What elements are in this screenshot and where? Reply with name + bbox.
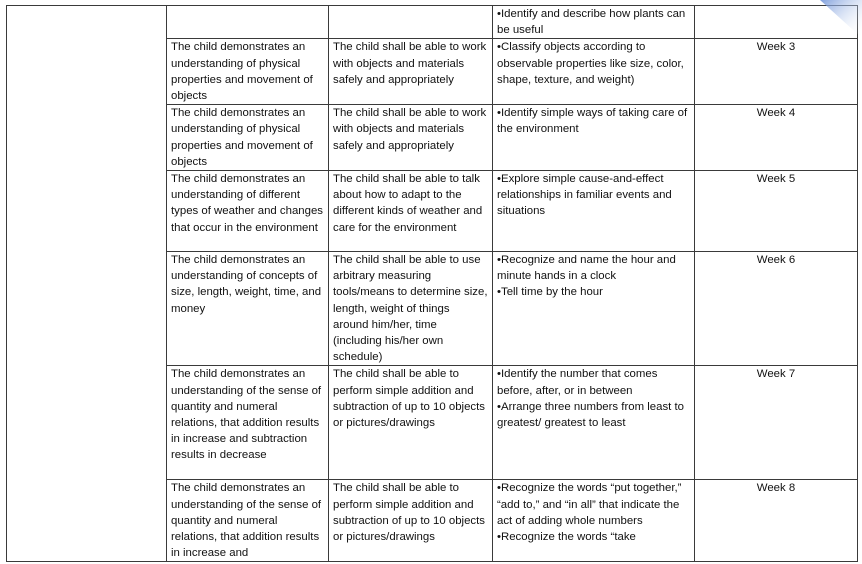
content-standard-cell: The child demonstrates an understanding of the sense of quantity and numeral relations, that addition results in increase and subtraction results in decrease — [167, 366, 329, 480]
content-standard-cell: The child demonstrates an understanding of concepts of size, length, weight, time, and money — [167, 252, 329, 366]
content-standard-cell: The child demonstrates an understanding of the sense of quantity and numeral relations, that addition results in increase and — [167, 480, 329, 562]
table-row — [7, 6, 858, 39]
week-cell: Week 3 — [695, 39, 858, 105]
competency-item: •Identify simple ways of taking care of the environment — [497, 107, 688, 136]
competency-item: •Recognize the words “take — [497, 531, 636, 544]
competency-cell — [493, 39, 695, 105]
performance-standard-cell — [329, 6, 493, 39]
week-cell: Week 6 — [695, 252, 858, 366]
competency-item: •Tell time by the hour — [497, 286, 603, 299]
performance-standard-cell: The child shall be able to talk about how to adapt to the different kinds of weather and care for the environment — [329, 171, 493, 252]
content-standard-cell: The child demonstrates an understanding of physical properties and movement of objects — [167, 39, 329, 105]
competency-cell — [493, 105, 695, 171]
performance-standard-cell: The child shall be able to work with objects and materials safely and appropriately — [329, 105, 493, 171]
competency-cell — [493, 6, 695, 39]
competency-cell — [493, 366, 695, 480]
competency-item: •Identify and describe how plants can be useful — [497, 8, 686, 37]
competency-item: •Explore simple cause-and-effect relationships in familiar events and situations — [497, 173, 672, 218]
content-standard-cell — [167, 6, 329, 39]
week-cell: Week 4 — [695, 105, 858, 171]
week-cell: Week 7 — [695, 366, 858, 480]
domain-cell — [7, 6, 167, 562]
competency-item: •Arrange three numbers from least to greatest/ greatest to least — [497, 400, 684, 430]
curriculum-table-body — [7, 6, 858, 562]
week-cell: Week 8 — [695, 480, 858, 562]
content-standard-cell: The child demonstrates an understanding of different types of weather and changes that occur in the environment — [167, 171, 329, 252]
competency-item: •Recognize and name the hour and minute hands in a clock — [497, 254, 676, 283]
performance-standard-cell: The child shall be able to work with objects and materials safely and appropriately — [329, 39, 493, 105]
competency-cell — [493, 480, 695, 562]
page-corner-decoration — [802, 0, 862, 40]
curriculum-page — [6, 5, 858, 562]
competency-cell — [493, 252, 695, 366]
content-standard-cell: The child demonstrates an understanding of physical properties and movement of objects — [167, 105, 329, 171]
performance-standard-cell: The child shall be able to perform simple addition and subtraction of up to 10 objects or pictures/drawings — [329, 480, 493, 562]
curriculum-table — [6, 5, 858, 562]
performance-standard-cell: The child shall be able to perform simple addition and subtraction of up to 10 objects or pictures/drawings — [329, 366, 493, 480]
competency-item: •Classify objects according to observable properties like size, color, shape, texture, and weight) — [497, 41, 684, 86]
competency-item: •Recognize the words “put together,” “add to,” and “in all” that indicate the act of adding whole numbers — [497, 482, 682, 527]
competency-cell — [493, 171, 695, 252]
competency-item: •Identify the number that comes before, after, or in between — [497, 368, 658, 397]
week-cell: Week 5 — [695, 171, 858, 252]
performance-standard-cell: The child shall be able to use arbitrary measuring tools/means to determine size, length, weight of things around him/her, time (including his/her own schedule) — [329, 252, 493, 366]
